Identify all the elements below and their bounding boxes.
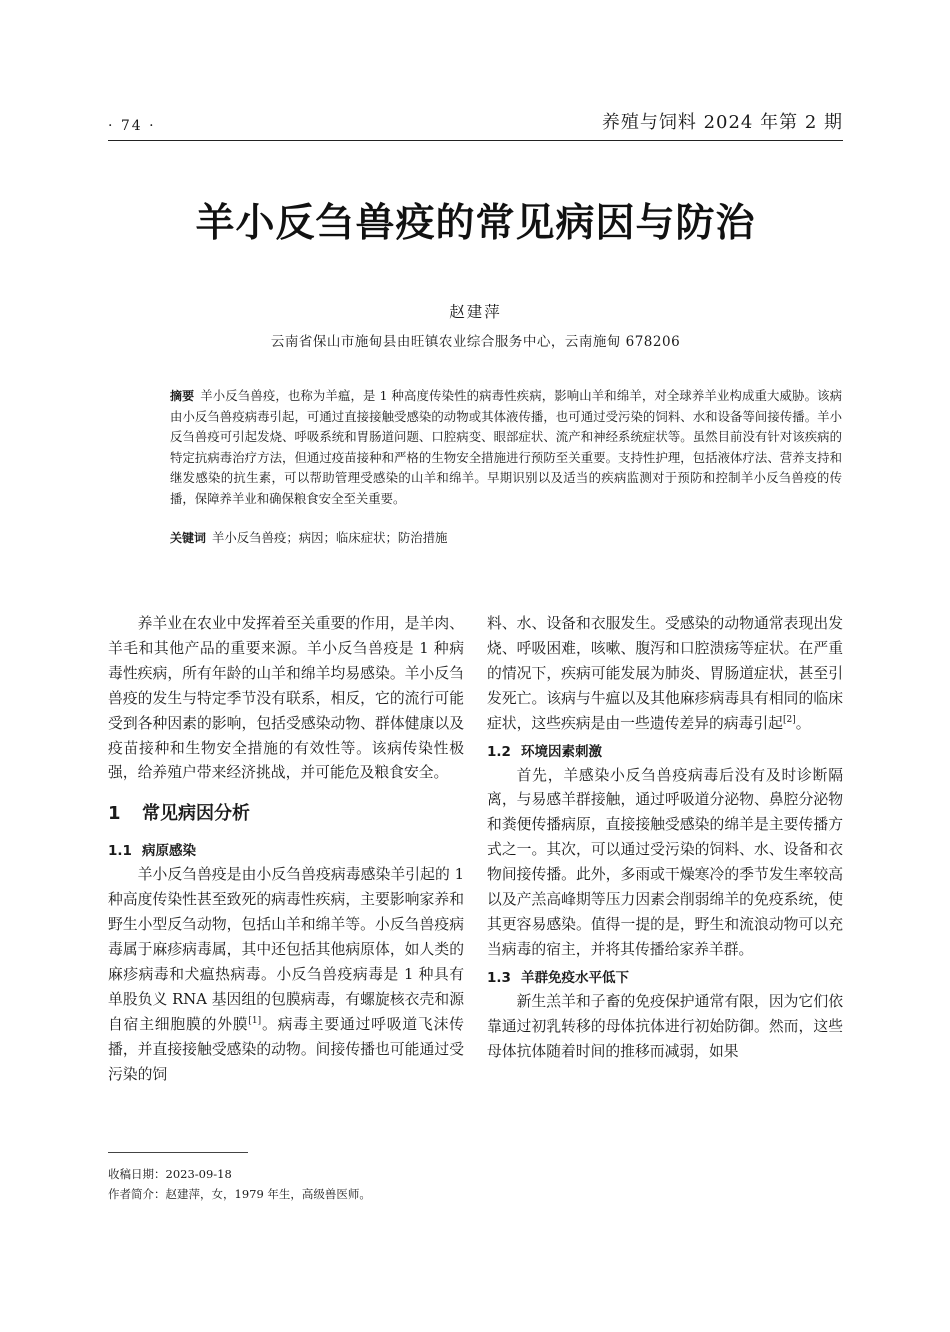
paragraph-text: 料、水、设备和衣服发生。受感染的动物通常表现出发烧、呼吸困难，咳嗽、腹泻和口腔溃疡等症状。在严重的情况下，疾病可能发展为肺炎、胃肠道症状，甚至引发死亡。该病与牛瘟以及其他麻疹病毒具有相同的临床症状，这些疾病是由一些遗传差异的病毒引起	[487, 615, 843, 732]
author-name: 赵建萍	[449, 303, 502, 321]
paragraph-text: 羊小反刍兽疫是由小反刍兽疫病毒感染羊引起的 1 种高度传染性甚至致死的病毒性疾病，主要影响家养和野生小型反刍动物，包括山羊和绵羊等。小反刍兽疫病毒属于麻疹病毒属，其中还包括其他病原体，如人类的麻疹病毒和犬瘟热病毒。小反刍兽疫病毒是 1 种具有单股负义 RNA 基因组的包膜病毒，有螺旋核衣壳和源自宿主细胞膜的外膜	[108, 866, 464, 1033]
subsection-heading-1-2	[487, 741, 843, 763]
subsection-heading-1-3	[487, 967, 843, 989]
keywords	[170, 528, 842, 548]
paragraph-pathogen	[108, 863, 464, 1087]
body-column-right	[487, 612, 843, 1065]
subsection-title: 病原感染	[142, 843, 196, 860]
journal-name: 养殖与饲料 2024 年第 2 期	[601, 112, 843, 133]
running-header	[108, 108, 843, 134]
abstract-label: 摘要	[170, 389, 195, 403]
page-number: · 74 ·	[108, 118, 156, 134]
body-column-left	[108, 612, 464, 1088]
citation-1: [1]	[248, 1015, 262, 1026]
received-date: 收稿日期：2023-09-18	[108, 1167, 232, 1181]
subsection-number: 1.2	[487, 743, 511, 760]
article-title: 羊小反刍兽疫的常见病因与防治	[195, 201, 756, 246]
paragraph-text: 。病毒主要通过呼吸道飞沫传播，并直接接触受感染的动物。间接传播也可能通过受污染的饲	[108, 1015, 464, 1083]
subsection-title: 羊群免疫水平低下	[521, 969, 629, 986]
paragraph-environment: 首先，羊感染小反刍兽疫病毒后没有及时诊断隔离，与易感羊群接触，通过呼吸道分泌物、鼻腔分泌物和粪便传播病原，直接接触受感染的绵羊是主要传播方式之一。其次，可以通过受污染的饲料、水、设备和衣物间接传播。此外，多雨或干燥寒冷的季节发生率较高以及产羔高峰期等压力因素会削弱绵羊的免疫系统，使其更容易感染。值得一提的是，野生和流浪动物可以充当病毒的宿主，并将其传播给家养羊群。	[487, 766, 843, 958]
keywords-text: 羊小反刍兽疫；病因；临床症状；防治措施	[212, 530, 448, 545]
intro-paragraph: 养羊业在农业中发挥着至关重要的作用，是羊肉、羊毛和其他产品的重要来源。羊小反刍兽疫是 1 种病毒性疾病，所有年龄的山羊和绵羊均易感染。羊小反刍兽疫的发生与特定季节没有联系，相反，它的流行可能受到各种因素的影响，包括受感染动物、群体健康以及疫苗接种和生物安全措施的有效性等。该病传染性极强，给养殖户带来经济挑战，并可能危及粮食安全。	[108, 615, 464, 782]
header-rule	[108, 140, 843, 141]
footnote	[108, 1164, 508, 1204]
keywords-label: 关键词	[170, 531, 207, 545]
section-title: 常见病因分析	[142, 803, 250, 825]
author-bio: 作者简介：赵建萍，女，1979 年生，高级兽医师。	[108, 1187, 371, 1201]
abstract-text: 羊小反刍兽疫，也称为羊瘟，是 1 种高度传染性的病毒性疾病，影响山羊和绵羊，对全球养羊业构成重大威胁。该病由小反刍兽疫病毒引起，可通过直接接触受感染的动物或其体液传播，也可通过受污染的饲料、水和设备等间接传播。羊小反刍兽疫可引起发烧、呼吸系统和胃肠道问题、口腔病变、眼部症状、流产和神经系统症状等。虽然目前没有针对该疾病的特定抗病毒治疗方法，但通过疫苗接种和严格的生物安全措施进行预防至关重要。支持性护理，包括液体疗法、营养支持和继发感染的抗生素，可以帮助管理受感染的山羊和绵羊。早期识别以及适当的疾病监测对于预防和控制羊小反刍兽疫的传播，保障养羊业和确保粮食安全至关重要。	[170, 388, 842, 506]
citation-2: [2]	[782, 714, 796, 725]
footnote-rule	[108, 1152, 248, 1153]
subsection-title: 环境因素刺激	[521, 743, 602, 760]
paragraph-immunity: 新生羔羊和子畜的免疫保护通常有限，因为它们依靠通过初乳转移的母体抗体进行初始防御。然而，这些母体抗体随着时间的推移而减弱，如果	[487, 992, 843, 1060]
author-affiliation: 云南省保山市施甸县由旺镇农业综合服务中心，云南施甸 678206	[270, 334, 681, 350]
section-heading-1	[108, 802, 464, 826]
section-number: 1	[108, 803, 121, 825]
subsection-heading-1-1	[108, 840, 464, 862]
paragraph-pathogen-continued	[487, 612, 843, 737]
subsection-number: 1.3	[487, 969, 511, 986]
paragraph-text: 。	[795, 714, 811, 732]
subsection-number: 1.1	[108, 843, 132, 860]
abstract	[170, 386, 842, 510]
